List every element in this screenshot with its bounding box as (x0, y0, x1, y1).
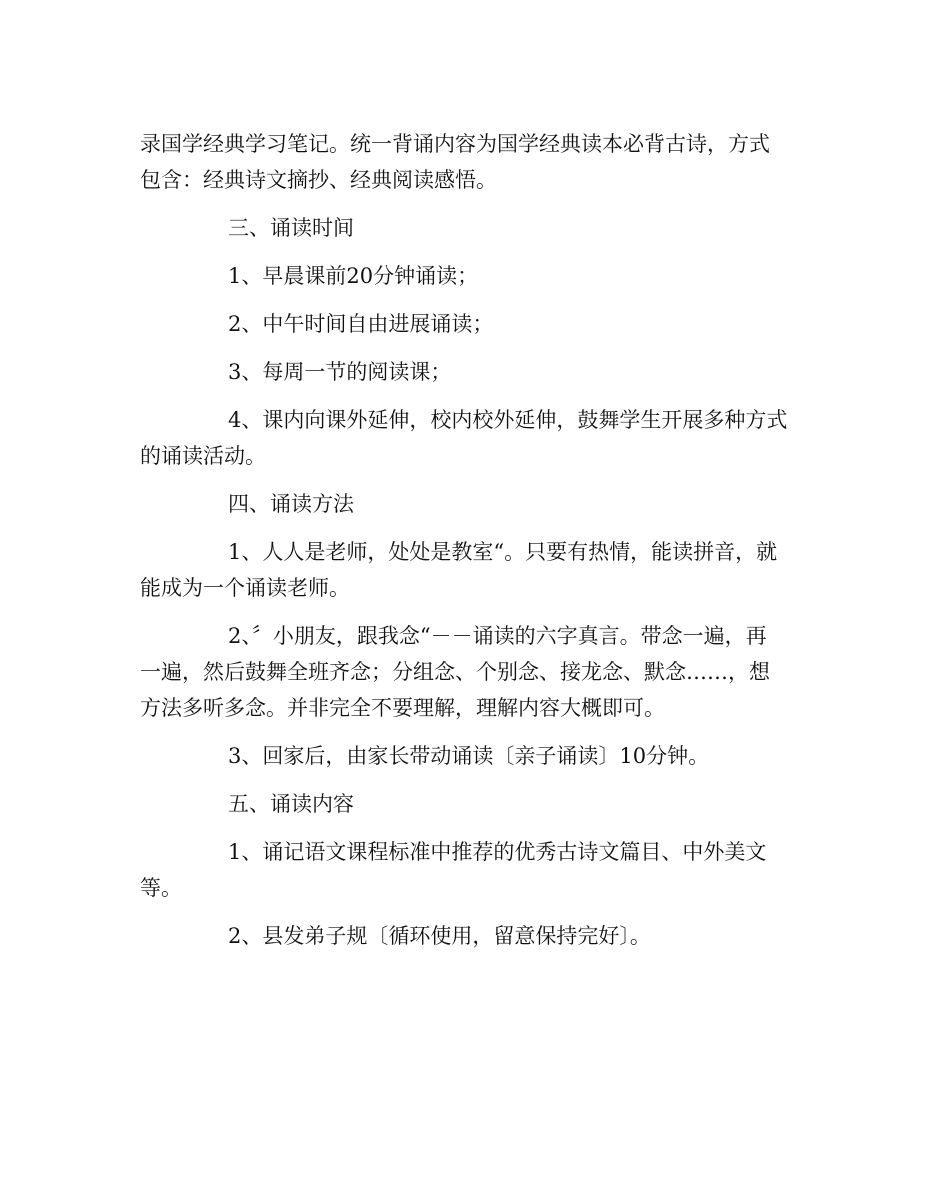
text-line: 1、诵记语文课程标准中推荐的优秀古诗文篇目、中外美文 (228, 840, 767, 864)
list-item (140, 258, 805, 294)
text-line: 三、诵读时间 (228, 216, 354, 240)
text-line: 3、每周一节的阅读课； (228, 360, 452, 384)
text-line: 的诵读活动。 (140, 444, 266, 468)
list-item (140, 834, 805, 906)
text-line: 2、县发弟子规〔循环使用，留意保持完好〕。 (228, 924, 651, 948)
text-line: 一遍，然后鼓舞全班齐念；分组念、个别念、接龙念、默念……，想 (140, 660, 770, 684)
text-line: 方法多听多念。并非完全不要理解，理解内容大概即可。 (140, 696, 665, 720)
text-line: 包含：经典诗文摘抄、经典阅读感悟。 (140, 168, 497, 192)
text-line: 1、早晨课前20分钟诵读； (228, 264, 479, 288)
text-line: 2、〞小朋友，跟我念“－－诵读的六字真言。带念一遍，再 (228, 624, 767, 648)
text-line: 五、诵读内容 (228, 792, 354, 816)
list-item (140, 918, 805, 954)
text-line: 3、回家后，由家长带动诵读〔亲子诵读〕10分钟。 (228, 744, 710, 768)
text-line: 能成为一个诵读老师。 (140, 576, 350, 600)
section-heading-reading-content (140, 786, 805, 822)
list-item (140, 534, 805, 606)
text-line: 2、中午时间自由进展诵读； (228, 312, 494, 336)
section-heading-reading-time (140, 210, 805, 246)
text-line: 1、人人是老师，处处是教室“。只要有热情，能读拼音，就 (228, 540, 778, 564)
paragraph-continuation (140, 126, 805, 198)
list-item (140, 306, 805, 342)
list-item (140, 402, 805, 474)
list-item (140, 354, 805, 390)
list-item (140, 738, 805, 774)
section-heading-reading-method (140, 486, 805, 522)
document-body (140, 126, 805, 966)
text-line: 等。 (140, 876, 182, 900)
text-line: 4、课内向课外延伸，校内校外延伸，鼓舞学生开展多种方式 (228, 408, 788, 432)
text-line: 录国学经典学习笔记。统一背诵内容为国学经典读本必背古诗，方式 (140, 132, 770, 156)
text-line: 四、诵读方法 (228, 492, 354, 516)
list-item (140, 618, 805, 726)
